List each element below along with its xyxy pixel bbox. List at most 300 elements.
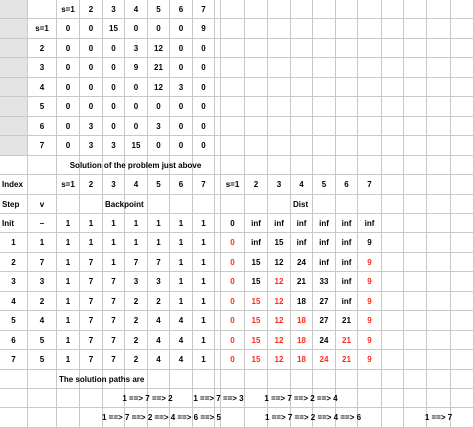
empty-cell[interactable] <box>221 39 245 58</box>
dist-cell[interactable]: 12 <box>268 253 291 272</box>
empty-cell[interactable] <box>80 389 103 408</box>
backpoint-cell[interactable]: 1 <box>193 272 215 292</box>
empty-cell[interactable] <box>0 117 28 136</box>
empty-cell[interactable] <box>451 331 474 350</box>
empty-cell[interactable] <box>404 292 427 311</box>
empty-cell[interactable] <box>451 195 474 214</box>
empty-cell[interactable] <box>427 19 451 39</box>
empty-cell[interactable] <box>221 117 245 136</box>
empty-cell[interactable] <box>221 97 245 117</box>
backpoint-cell[interactable]: 2 <box>148 292 170 311</box>
matrix-cell[interactable]: 0 <box>80 78 103 97</box>
dist-cell[interactable]: 15 <box>245 272 268 292</box>
matrix-cell[interactable]: 0 <box>103 39 125 58</box>
empty-cell[interactable] <box>382 97 404 117</box>
dist-index-header[interactable]: 6 <box>336 175 358 195</box>
empty-cell[interactable] <box>358 117 382 136</box>
matrix-cell[interactable]: 3 <box>170 78 193 97</box>
backpoint-cell[interactable]: 4 <box>170 350 193 370</box>
backpoint-cell[interactable]: 2 <box>125 350 148 370</box>
backpoint-cell[interactable]: 7 <box>103 272 125 292</box>
empty-cell[interactable] <box>0 58 28 78</box>
backpoint-cell[interactable]: 1 <box>125 233 148 253</box>
empty-cell[interactable] <box>28 0 57 19</box>
matrix-column-header[interactable]: 5 <box>148 0 170 19</box>
dist-cell[interactable]: 27 <box>313 292 336 311</box>
step-vertex[interactable]: 7 <box>28 253 57 272</box>
step-number[interactable]: 3 <box>0 272 28 292</box>
empty-cell[interactable] <box>382 117 404 136</box>
empty-cell[interactable] <box>358 19 382 39</box>
dist-cell[interactable]: 15 <box>245 331 268 350</box>
matrix-cell[interactable]: 21 <box>148 58 170 78</box>
empty-cell[interactable] <box>382 350 404 370</box>
dist-cell[interactable]: 9 <box>358 292 382 311</box>
matrix-cell[interactable]: 0 <box>148 136 170 156</box>
empty-cell[interactable] <box>336 195 358 214</box>
empty-cell[interactable] <box>268 78 291 97</box>
backpoint-index-header[interactable]: 5 <box>148 175 170 195</box>
backpoint-cell[interactable]: 1 <box>193 292 215 311</box>
dist-cell[interactable]: inf <box>313 214 336 233</box>
empty-cell[interactable] <box>28 156 57 175</box>
empty-cell[interactable] <box>427 350 451 370</box>
empty-cell[interactable] <box>404 272 427 292</box>
matrix-cell[interactable]: 0 <box>103 78 125 97</box>
empty-cell[interactable] <box>336 0 358 19</box>
matrix-cell[interactable]: 0 <box>57 39 80 58</box>
dist-cell[interactable]: 21 <box>336 350 358 370</box>
init-v[interactable]: – <box>28 214 57 233</box>
empty-cell[interactable] <box>382 58 404 78</box>
empty-cell[interactable] <box>451 19 474 39</box>
empty-cell[interactable] <box>404 233 427 253</box>
matrix-cell[interactable]: 0 <box>170 39 193 58</box>
step-number[interactable]: 2 <box>0 253 28 272</box>
empty-cell[interactable] <box>404 195 427 214</box>
empty-cell[interactable] <box>291 370 313 389</box>
backpoint-cell[interactable]: 1 <box>57 214 80 233</box>
matrix-cell[interactable]: 0 <box>80 19 103 39</box>
dist-cell[interactable]: 12 <box>268 292 291 311</box>
empty-cell[interactable] <box>221 195 245 214</box>
empty-cell[interactable] <box>451 58 474 78</box>
empty-cell[interactable] <box>268 39 291 58</box>
backpoint-cell[interactable]: 1 <box>103 214 125 233</box>
dist-cell[interactable]: 18 <box>291 311 313 331</box>
empty-cell[interactable] <box>382 0 404 19</box>
dist-cell[interactable]: 18 <box>291 331 313 350</box>
empty-cell[interactable] <box>313 39 336 58</box>
solution-path[interactable]: 1 ==> 7 ==> 3 <box>193 389 245 408</box>
dist-index-header[interactable]: 7 <box>358 175 382 195</box>
empty-cell[interactable] <box>358 195 382 214</box>
backpoint-cell[interactable]: 2 <box>125 292 148 311</box>
matrix-cell[interactable]: 0 <box>170 117 193 136</box>
step-vertex[interactable]: 5 <box>28 350 57 370</box>
empty-cell[interactable] <box>28 370 57 389</box>
empty-cell[interactable] <box>0 156 28 175</box>
empty-cell[interactable] <box>268 19 291 39</box>
solution-path[interactable]: 1 ==> 7 ==> 2 ==> 4 ==> 6 ==> 5 <box>103 408 221 428</box>
matrix-cell[interactable]: 12 <box>148 39 170 58</box>
matrix-cell[interactable]: 15 <box>125 136 148 156</box>
dist-cell[interactable]: inf <box>336 292 358 311</box>
dist-cell[interactable]: 9 <box>358 311 382 331</box>
step-number[interactable]: 7 <box>0 350 28 370</box>
empty-cell[interactable] <box>268 370 291 389</box>
matrix-cell[interactable]: 0 <box>80 58 103 78</box>
empty-cell[interactable] <box>382 195 404 214</box>
backpoint-cell[interactable]: 4 <box>148 331 170 350</box>
empty-cell[interactable] <box>358 136 382 156</box>
empty-cell[interactable] <box>291 78 313 97</box>
empty-cell[interactable] <box>382 233 404 253</box>
empty-cell[interactable] <box>221 136 245 156</box>
empty-cell[interactable] <box>427 175 451 195</box>
backpoint-cell[interactable]: 3 <box>148 272 170 292</box>
dist-cell[interactable]: inf <box>268 214 291 233</box>
empty-cell[interactable] <box>451 233 474 253</box>
backpoint-cell[interactable]: 3 <box>125 272 148 292</box>
empty-cell[interactable] <box>245 0 268 19</box>
backpoint-cell[interactable]: 2 <box>125 331 148 350</box>
matrix-cell[interactable]: 0 <box>148 97 170 117</box>
empty-cell[interactable] <box>404 253 427 272</box>
empty-cell[interactable] <box>245 39 268 58</box>
step-number[interactable]: 4 <box>0 292 28 311</box>
backpoint-index-header[interactable]: 7 <box>193 175 215 195</box>
empty-cell[interactable] <box>451 370 474 389</box>
empty-cell[interactable] <box>245 136 268 156</box>
matrix-cell[interactable]: 0 <box>103 97 125 117</box>
backpoint-cell[interactable]: 7 <box>103 350 125 370</box>
matrix-cell[interactable]: 0 <box>57 136 80 156</box>
v-label[interactable]: v <box>28 195 57 214</box>
solution-path[interactable]: 1 ==> 7 ==> 2 ==> 4 <box>245 389 358 408</box>
step-vertex[interactable]: 2 <box>28 292 57 311</box>
matrix-cell[interactable]: 12 <box>148 78 170 97</box>
empty-cell[interactable] <box>268 58 291 78</box>
empty-cell[interactable] <box>404 78 427 97</box>
matrix-column-header[interactable]: 6 <box>170 0 193 19</box>
init-label[interactable]: Init <box>0 214 28 233</box>
empty-cell[interactable] <box>382 175 404 195</box>
empty-cell[interactable] <box>336 136 358 156</box>
empty-cell[interactable] <box>382 214 404 233</box>
matrix-cell[interactable]: 0 <box>193 136 215 156</box>
empty-cell[interactable] <box>427 156 451 175</box>
empty-cell[interactable] <box>268 136 291 156</box>
empty-cell[interactable] <box>245 370 268 389</box>
empty-cell[interactable] <box>313 117 336 136</box>
matrix-column-header[interactable]: 7 <box>193 0 215 19</box>
empty-cell[interactable] <box>427 195 451 214</box>
dist-cell[interactable]: 18 <box>291 292 313 311</box>
empty-cell[interactable] <box>245 97 268 117</box>
empty-cell[interactable] <box>268 156 291 175</box>
empty-cell[interactable] <box>291 97 313 117</box>
matrix-cell[interactable]: 0 <box>57 19 80 39</box>
matrix-cell[interactable]: 0 <box>103 117 125 136</box>
matrix-row-header[interactable]: 3 <box>28 58 57 78</box>
backpoint-index-header[interactable]: 6 <box>170 175 193 195</box>
dist-cell[interactable]: 0 <box>221 233 245 253</box>
empty-cell[interactable] <box>170 195 193 214</box>
backpoint-cell[interactable]: 1 <box>193 331 215 350</box>
dist-cell[interactable]: inf <box>336 214 358 233</box>
empty-cell[interactable] <box>382 370 404 389</box>
empty-cell[interactable] <box>404 136 427 156</box>
empty-cell[interactable] <box>451 253 474 272</box>
empty-cell[interactable] <box>358 39 382 58</box>
empty-cell[interactable] <box>358 0 382 19</box>
empty-cell[interactable] <box>0 97 28 117</box>
empty-cell[interactable] <box>404 97 427 117</box>
empty-cell[interactable] <box>0 78 28 97</box>
empty-cell[interactable] <box>451 292 474 311</box>
empty-cell[interactable] <box>268 0 291 19</box>
backpoint-cell[interactable]: 1 <box>57 272 80 292</box>
dist-cell[interactable]: 12 <box>268 311 291 331</box>
empty-cell[interactable] <box>313 370 336 389</box>
empty-cell[interactable] <box>268 117 291 136</box>
step-vertex[interactable]: 1 <box>28 233 57 253</box>
empty-cell[interactable] <box>313 78 336 97</box>
empty-cell[interactable] <box>291 19 313 39</box>
empty-cell[interactable] <box>28 408 57 428</box>
matrix-cell[interactable]: 0 <box>57 117 80 136</box>
empty-cell[interactable] <box>427 370 451 389</box>
dist-cell[interactable]: 24 <box>313 350 336 370</box>
dist-cell[interactable]: 9 <box>358 331 382 350</box>
empty-cell[interactable] <box>313 156 336 175</box>
empty-cell[interactable] <box>451 78 474 97</box>
dist-cell[interactable]: 15 <box>245 350 268 370</box>
empty-cell[interactable] <box>268 97 291 117</box>
backpoint-index-header[interactable]: 2 <box>80 175 103 195</box>
dist-index-header[interactable]: 5 <box>313 175 336 195</box>
empty-cell[interactable] <box>427 136 451 156</box>
matrix-column-header[interactable]: 4 <box>125 0 148 19</box>
empty-cell[interactable] <box>28 175 57 195</box>
matrix-cell[interactable]: 0 <box>193 58 215 78</box>
empty-cell[interactable] <box>404 331 427 350</box>
empty-cell[interactable] <box>382 408 404 428</box>
matrix-cell[interactable]: 0 <box>193 39 215 58</box>
empty-cell[interactable] <box>221 156 245 175</box>
backpoint-cell[interactable]: 7 <box>103 292 125 311</box>
step-number[interactable]: 1 <box>0 233 28 253</box>
dist-cell[interactable]: 24 <box>313 331 336 350</box>
empty-cell[interactable] <box>0 0 28 19</box>
empty-cell[interactable] <box>451 117 474 136</box>
empty-cell[interactable] <box>28 389 57 408</box>
backpoint-cell[interactable]: 4 <box>148 350 170 370</box>
empty-cell[interactable] <box>221 19 245 39</box>
dist-cell[interactable]: 0 <box>221 253 245 272</box>
index-label[interactable]: Index <box>0 175 28 195</box>
dist-cell[interactable]: inf <box>336 272 358 292</box>
step-vertex[interactable]: 5 <box>28 331 57 350</box>
dist-cell[interactable]: 15 <box>245 311 268 331</box>
step-number[interactable]: 6 <box>0 331 28 350</box>
matrix-column-header[interactable]: 3 <box>103 0 125 19</box>
empty-cell[interactable] <box>427 389 451 408</box>
empty-cell[interactable] <box>382 136 404 156</box>
empty-cell[interactable] <box>57 389 80 408</box>
dist-cell[interactable]: 12 <box>268 350 291 370</box>
empty-cell[interactable] <box>404 214 427 233</box>
empty-cell[interactable] <box>382 78 404 97</box>
empty-cell[interactable] <box>336 370 358 389</box>
backpoint-cell[interactable]: 4 <box>148 311 170 331</box>
backpoint-cell[interactable]: 4 <box>170 331 193 350</box>
empty-cell[interactable] <box>427 233 451 253</box>
backpoint-cell[interactable]: 7 <box>80 292 103 311</box>
matrix-cell[interactable]: 0 <box>193 117 215 136</box>
matrix-cell[interactable]: 3 <box>148 117 170 136</box>
dist-cell[interactable]: inf <box>336 253 358 272</box>
backpoint-cell[interactable]: 1 <box>193 350 215 370</box>
backpoint-cell[interactable]: 1 <box>170 253 193 272</box>
empty-cell[interactable] <box>0 408 28 428</box>
empty-cell[interactable] <box>427 272 451 292</box>
dist-cell[interactable]: inf <box>313 233 336 253</box>
dist-cell[interactable]: 18 <box>291 350 313 370</box>
empty-cell[interactable] <box>291 58 313 78</box>
backpoint-cell[interactable]: 7 <box>80 331 103 350</box>
dist-cell[interactable]: inf <box>245 214 268 233</box>
matrix-row-header[interactable]: 4 <box>28 78 57 97</box>
dist-cell[interactable]: inf <box>313 253 336 272</box>
backpoint-cell[interactable]: 7 <box>80 253 103 272</box>
empty-cell[interactable] <box>336 117 358 136</box>
matrix-cell[interactable]: 3 <box>103 136 125 156</box>
empty-cell[interactable] <box>427 78 451 97</box>
dist-index-header[interactable]: 4 <box>291 175 313 195</box>
matrix-cell[interactable]: 0 <box>170 19 193 39</box>
empty-cell[interactable] <box>427 117 451 136</box>
dist-cell[interactable]: 15 <box>245 292 268 311</box>
empty-cell[interactable] <box>80 408 103 428</box>
empty-cell[interactable] <box>80 195 103 214</box>
empty-cell[interactable] <box>427 0 451 19</box>
backpoint-cell[interactable]: 1 <box>193 214 215 233</box>
empty-cell[interactable] <box>313 97 336 117</box>
backpoint-cell[interactable]: 2 <box>125 311 148 331</box>
empty-cell[interactable] <box>0 370 28 389</box>
backpoint-cell[interactable]: 1 <box>193 311 215 331</box>
backpoint-cell[interactable]: 1 <box>170 272 193 292</box>
backpoint-cell[interactable]: 1 <box>57 292 80 311</box>
step-vertex[interactable]: 4 <box>28 311 57 331</box>
empty-cell[interactable] <box>336 39 358 58</box>
empty-cell[interactable] <box>358 370 382 389</box>
empty-cell[interactable] <box>193 195 215 214</box>
empty-cell[interactable] <box>336 19 358 39</box>
backpoint-cell[interactable]: 1 <box>170 214 193 233</box>
empty-cell[interactable] <box>221 58 245 78</box>
empty-cell[interactable] <box>57 195 80 214</box>
matrix-cell[interactable]: 3 <box>125 39 148 58</box>
dist-cell[interactable]: 0 <box>221 292 245 311</box>
empty-cell[interactable] <box>358 58 382 78</box>
matrix-cell[interactable]: 0 <box>125 97 148 117</box>
empty-cell[interactable] <box>404 311 427 331</box>
empty-cell[interactable] <box>382 389 404 408</box>
dist-index-header[interactable]: 2 <box>245 175 268 195</box>
empty-cell[interactable] <box>451 39 474 58</box>
dist-index-header[interactable]: 3 <box>268 175 291 195</box>
empty-cell[interactable] <box>336 58 358 78</box>
empty-cell[interactable] <box>382 272 404 292</box>
empty-cell[interactable] <box>291 39 313 58</box>
matrix-row-header[interactable]: 7 <box>28 136 57 156</box>
empty-cell[interactable] <box>245 156 268 175</box>
backpoint-index-header[interactable]: 4 <box>125 175 148 195</box>
dist-cell[interactable]: 9 <box>358 253 382 272</box>
empty-cell[interactable] <box>358 156 382 175</box>
matrix-column-header[interactable]: 2 <box>80 0 103 19</box>
empty-cell[interactable] <box>313 19 336 39</box>
empty-cell[interactable] <box>0 19 28 39</box>
empty-cell[interactable] <box>336 78 358 97</box>
matrix-cell[interactable]: 0 <box>170 97 193 117</box>
backpoint-cell[interactable]: 7 <box>80 272 103 292</box>
backpoint-cell[interactable]: 7 <box>80 311 103 331</box>
empty-cell[interactable] <box>451 214 474 233</box>
backpoint-cell[interactable]: 4 <box>170 311 193 331</box>
empty-cell[interactable] <box>57 408 80 428</box>
backpoint-cell[interactable]: 1 <box>148 214 170 233</box>
step-number[interactable]: 5 <box>0 311 28 331</box>
empty-cell[interactable] <box>245 195 268 214</box>
matrix-row-header[interactable]: 6 <box>28 117 57 136</box>
backpoint-cell[interactable]: 7 <box>103 311 125 331</box>
dist-cell[interactable]: inf <box>358 214 382 233</box>
backpoint-cell[interactable]: 7 <box>80 350 103 370</box>
matrix-cell[interactable]: 0 <box>148 19 170 39</box>
matrix-cell[interactable]: 3 <box>80 117 103 136</box>
empty-cell[interactable] <box>427 97 451 117</box>
empty-cell[interactable] <box>427 311 451 331</box>
empty-cell[interactable] <box>313 0 336 19</box>
dist-cell[interactable]: 0 <box>221 272 245 292</box>
matrix-cell[interactable]: 0 <box>103 58 125 78</box>
empty-cell[interactable] <box>404 117 427 136</box>
empty-cell[interactable] <box>245 78 268 97</box>
empty-cell[interactable] <box>268 195 291 214</box>
empty-cell[interactable] <box>336 97 358 117</box>
empty-cell[interactable] <box>451 97 474 117</box>
empty-cell[interactable] <box>382 39 404 58</box>
dist-cell[interactable]: 21 <box>336 331 358 350</box>
empty-cell[interactable] <box>451 350 474 370</box>
backpoint-cell[interactable]: 1 <box>170 233 193 253</box>
empty-cell[interactable] <box>382 253 404 272</box>
matrix-cell[interactable]: 0 <box>193 97 215 117</box>
backpoint-label[interactable]: Backpoint <box>103 195 170 214</box>
dist-cell[interactable]: inf <box>291 233 313 253</box>
backpoint-cell[interactable]: 1 <box>193 233 215 253</box>
backpoint-cell[interactable]: 7 <box>103 331 125 350</box>
backpoint-cell[interactable]: 1 <box>57 311 80 331</box>
empty-cell[interactable] <box>427 331 451 350</box>
empty-cell[interactable] <box>245 19 268 39</box>
backpoint-cell[interactable]: 1 <box>80 214 103 233</box>
matrix-cell[interactable]: 0 <box>57 97 80 117</box>
